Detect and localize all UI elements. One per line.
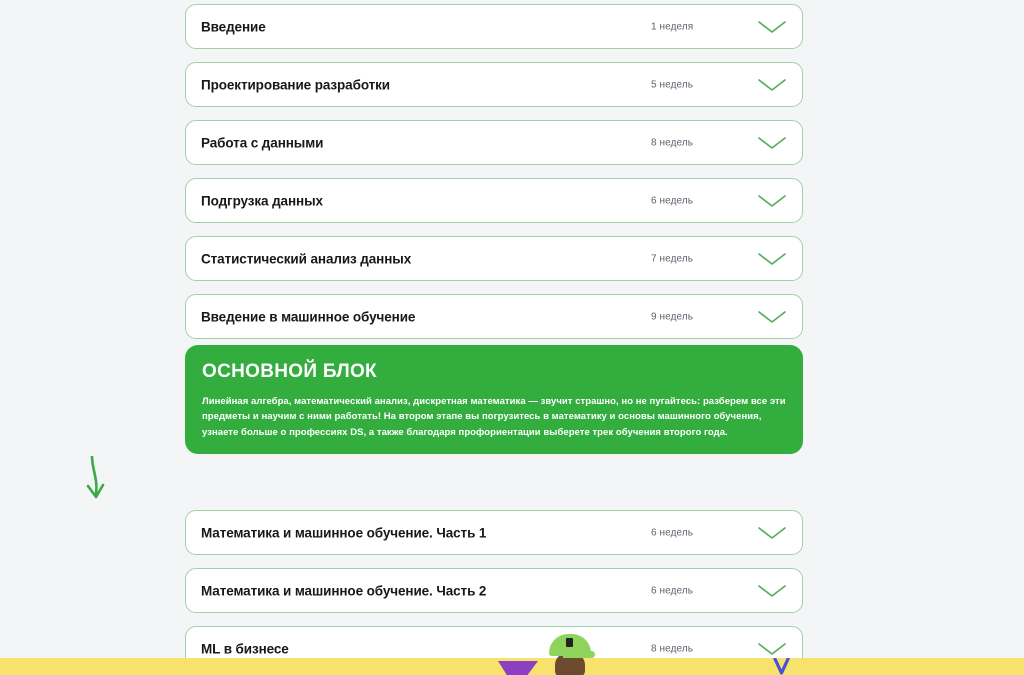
module-title: Статистический анализ данных — [201, 251, 412, 266]
chevron-down-icon[interactable] — [753, 250, 791, 268]
module-duration: 6 недель — [651, 527, 694, 539]
module-title: Проектирование разработки — [201, 77, 391, 92]
main-block-banner — [185, 345, 803, 454]
course-module-list — [185, 4, 803, 675]
module-card-vvedenie[interactable] — [185, 4, 803, 49]
module-card-podgruzka-dannyh[interactable] — [185, 178, 803, 223]
mascot-person-with-green-cap — [543, 634, 595, 675]
module-title: Подгрузка данных — [201, 193, 323, 208]
module-title: Работа с данными — [201, 135, 324, 150]
chevron-down-icon[interactable] — [753, 134, 791, 152]
chevron-down-icon[interactable] — [753, 18, 791, 36]
module-card-statisticheskiy-analiz[interactable] — [185, 236, 803, 281]
module-title: Математика и машинное обучение. Часть 2 — [201, 583, 487, 599]
module-duration: 9 недель — [651, 311, 694, 322]
module-title: Введение в машинное обучение — [201, 309, 416, 324]
chevron-down-icon[interactable] — [753, 524, 791, 542]
connector-spacer — [185, 454, 803, 510]
module-duration: 8 недель — [651, 137, 694, 148]
main-block-title: ОСНОВНОЙ БЛОК — [202, 361, 377, 382]
module-duration: 5 недель — [651, 79, 694, 90]
blue-chevron-shape — [773, 658, 790, 675]
module-duration: 6 недель — [651, 195, 694, 206]
module-duration: 7 недель — [651, 253, 694, 264]
module-duration: 8 недель — [651, 643, 694, 655]
module-card-matematika-chast-1[interactable] — [185, 510, 803, 555]
main-block-description: Линейная алгебра, математический анализ, дискретная математика — звучит страшно, но не пугайтесь: разберем все эти предметы и научим с ними работать! На втором этапе вы погрузитесь в математику и основы машинного обучения, узнаете больше о профессиях DS, а также благодаря профориентации выберете трек обучения второго года. — [202, 395, 786, 438]
module-duration: 6 недель — [651, 585, 694, 597]
chevron-down-icon[interactable] — [753, 76, 791, 94]
module-card-proektirovanie-razrabotki[interactable] — [185, 62, 803, 107]
chevron-down-icon[interactable] — [753, 582, 791, 600]
module-duration: 1 неделя — [651, 21, 694, 32]
chevron-down-icon[interactable] — [753, 308, 791, 326]
module-card-rabota-s-dannymi[interactable] — [185, 120, 803, 165]
module-title: ML в бизнесе — [201, 641, 289, 657]
module-title: Введение — [201, 19, 266, 34]
mascot-cap-logo-icon — [566, 638, 573, 647]
module-title: Математика и машинное обучение. Часть 1 — [201, 525, 487, 541]
arrow-down-icon — [76, 456, 116, 504]
chevron-down-icon[interactable] — [753, 640, 791, 658]
chevron-down-icon[interactable] — [753, 192, 791, 210]
module-card-matematika-chast-2[interactable] — [185, 568, 803, 613]
module-card-vvedenie-v-ml[interactable] — [185, 294, 803, 339]
